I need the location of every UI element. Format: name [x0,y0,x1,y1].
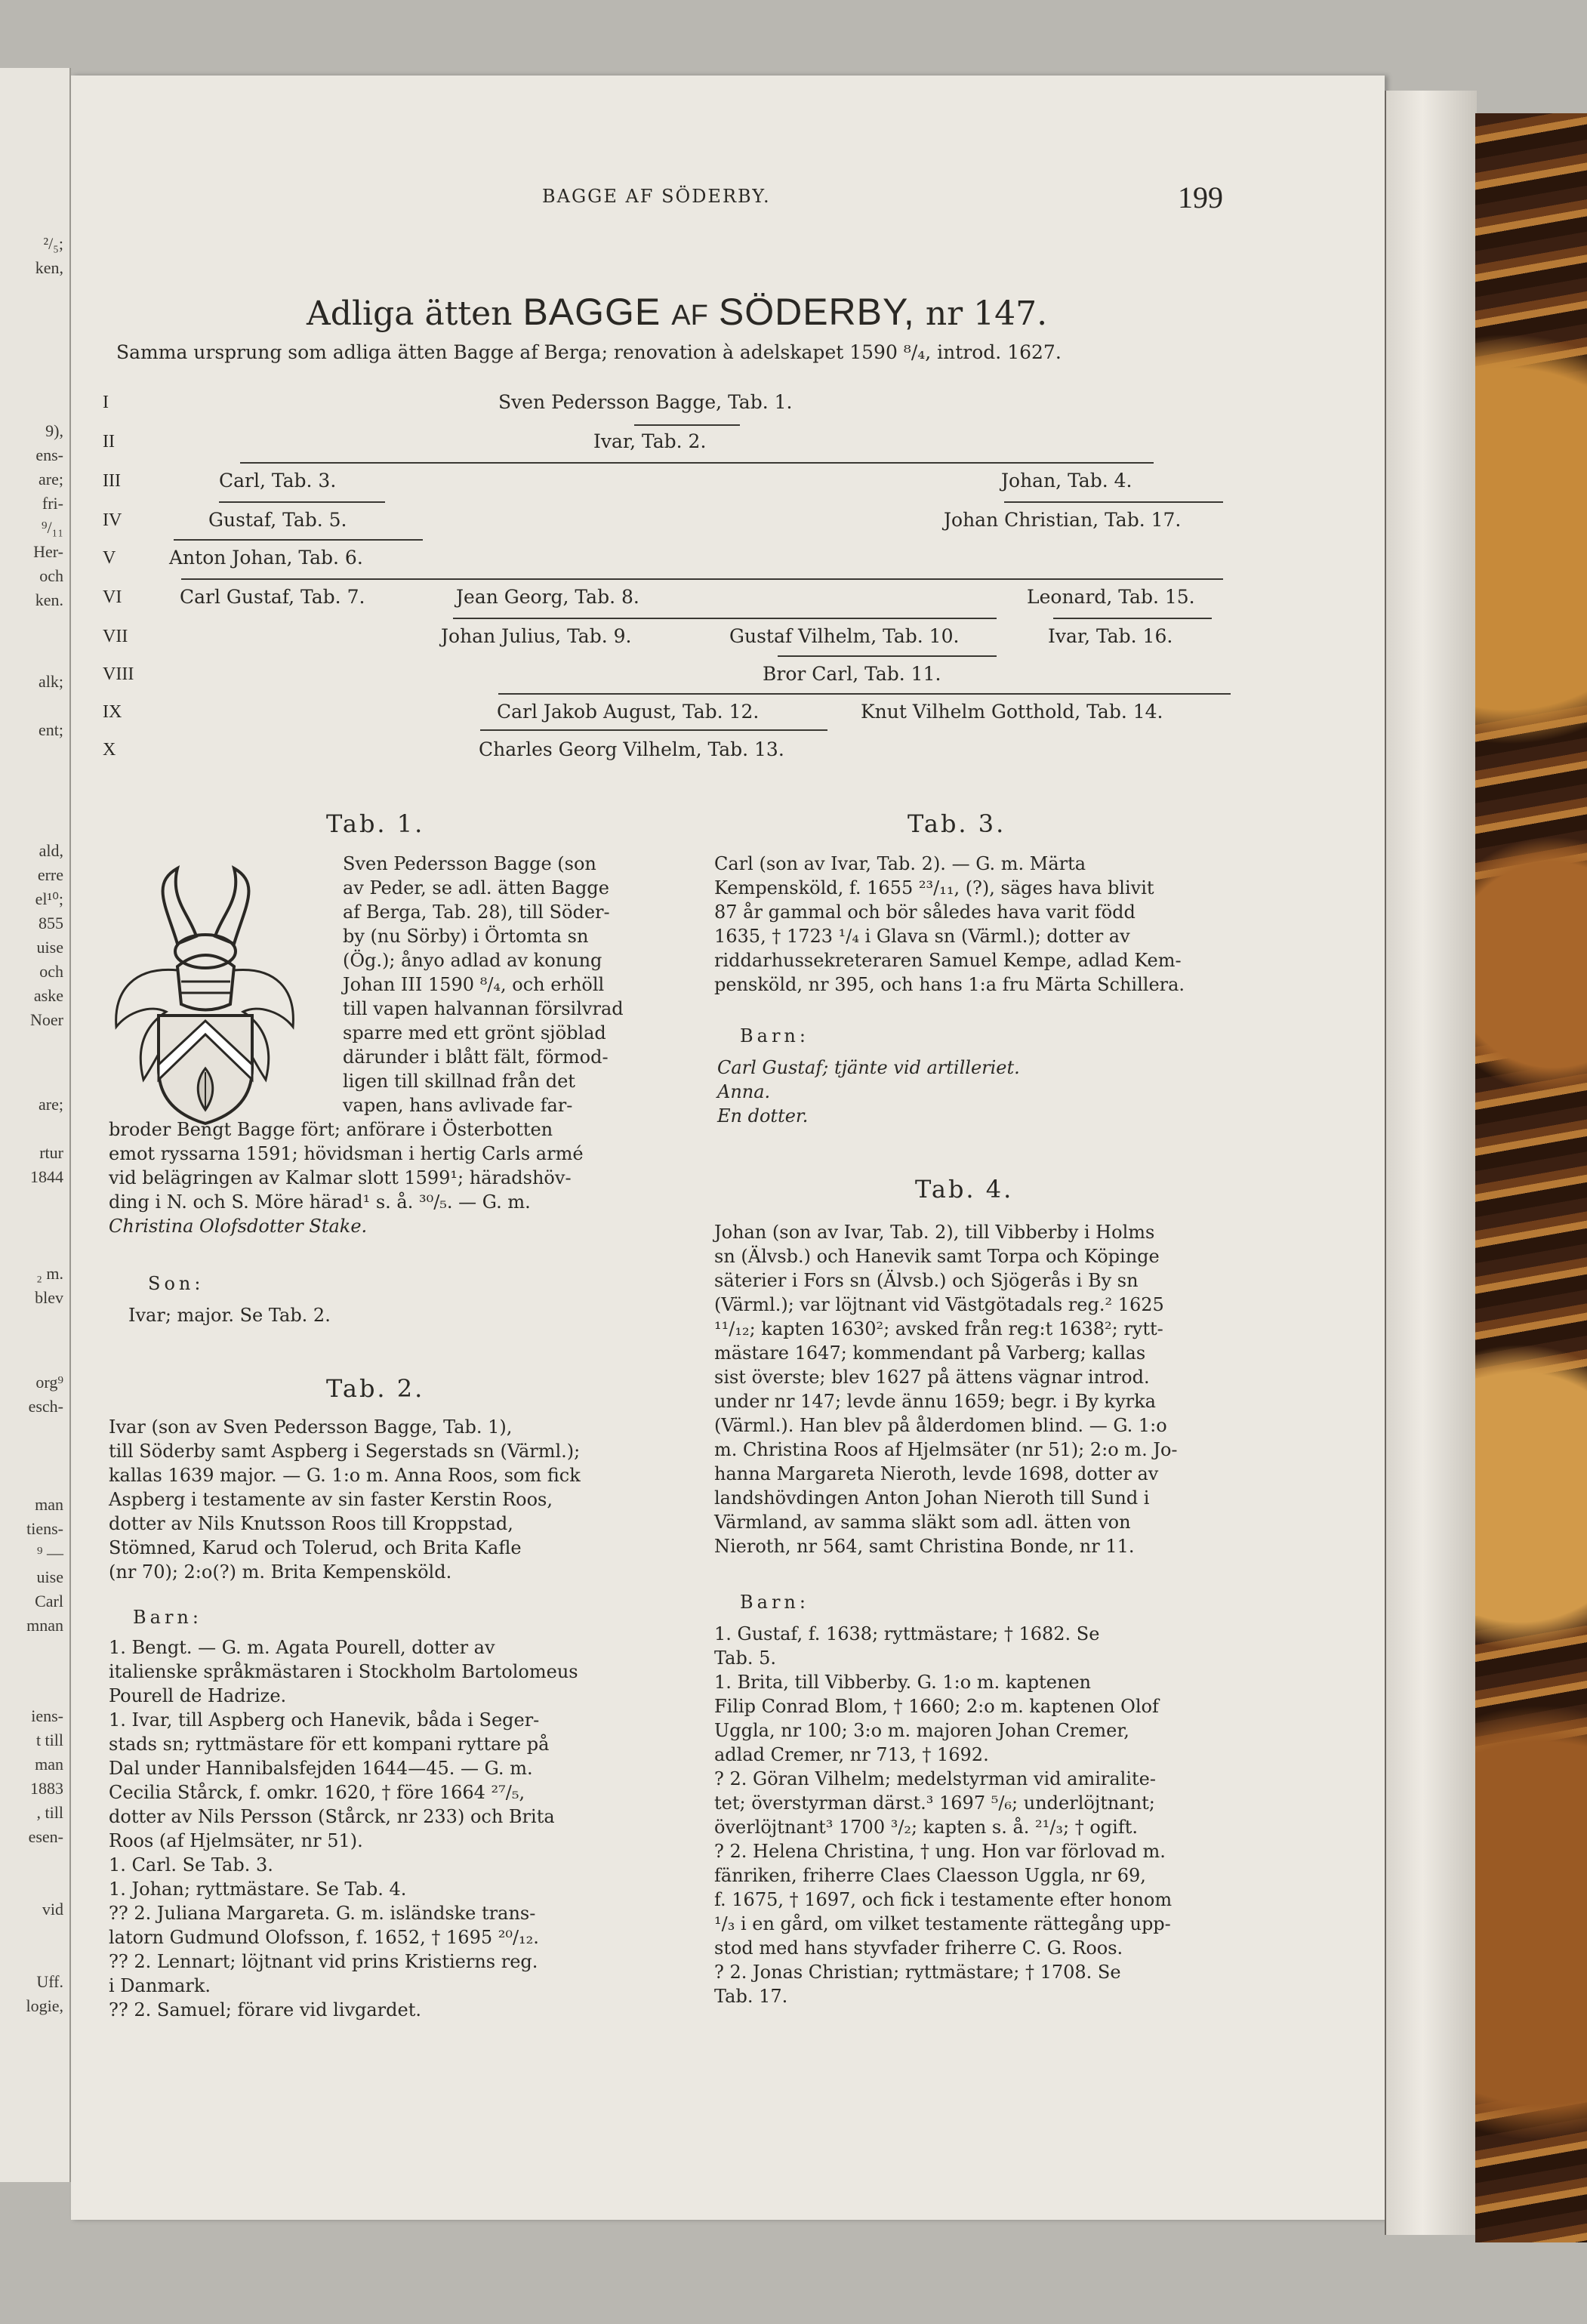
child-line: ¹/₃ i en gård, om vilket testamente rättegång upp- [714,1913,1171,1934]
margin-fragment: och [39,566,63,585]
tree-entry: Gustaf, Tab. 5. [208,509,347,531]
text-line: sist överste; blev 1627 på ättens vägnar introd. [714,1367,1150,1388]
child-line: ?? 2. Juliana Margareta. G. m. isländske trans- [109,1903,536,1924]
child-line: 1. Gustaf, f. 1638; ryttmästare; † 1682. Se [714,1623,1100,1644]
tree-connector [181,578,1223,580]
child-line: Tab. 17. [714,1986,788,2007]
children-heading: Son: [148,1273,205,1294]
generation-label: VI [103,587,122,607]
tree-entry: Sven Pedersson Bagge, Tab. 1. [498,391,793,413]
margin-fragment: uise [36,1567,63,1586]
child-line: ? 2. Helena Christina, † ung. Hon var förlovad m. [714,1841,1166,1862]
child-line: ? 2. Göran Vilhelm; medelstyrman vid amiralite- [714,1768,1156,1789]
margin-fragment: 855 [39,914,63,932]
text-line: broder Bengt Bagge fört; anförare i Österbotten [109,1119,553,1140]
text-line: mästare 1647; kommendant på Varberg; kallas [714,1342,1146,1364]
children-heading: Barn: [133,1607,202,1628]
child-entry: Ivar; major. Se Tab. 2. [128,1305,331,1326]
tab-heading: Tab. 1. [326,809,425,838]
child-line: 1. Ivar, till Aspberg och Hanevik, båda i Seger- [109,1709,540,1731]
child-line: Anna. [717,1081,771,1102]
child-line: 1. Bengt. — G. m. Agata Pourell, dotter av [109,1637,495,1658]
margin-fragment: ald, [39,841,63,860]
text-line: till Söderby samt Aspberg i Segerstads sn (Värml.); [109,1441,581,1462]
text-line: av Peder, se adl. ätten Bagge [343,877,609,898]
child-line: i Danmark. [109,1975,211,1996]
text-line: sn (Älvsb.) och Hanevik samt Torpa och Köpinge [714,1246,1160,1267]
margin-fragment: t till [35,1731,63,1749]
tree-entry: Ivar, Tab. 16. [1048,625,1173,647]
text-line: till vapen halvannan försilvrad [343,998,624,1019]
generation-label: V [103,548,116,568]
child-line: latorn Gudmund Olofsson, f. 1652, † 1695 ²⁰/₁₂. [109,1927,539,1948]
text-line: (Värml.). Han blev på ålderdomen blind. — G. 1:o [714,1415,1167,1436]
tree-entry: Charles Georg Vilhelm, Tab. 13. [479,738,784,760]
tree-connector [219,501,385,503]
child-line: f. 1675, † 1697, och fick i testamente efter honom [714,1889,1173,1910]
margin-fragment: ken, [35,258,63,277]
margin-fragment: Carl [35,1592,63,1610]
text-line: landshövdingen Anton Johan Nieroth till Sund i [714,1487,1150,1509]
margin-fragment: Uff. [36,1972,63,1991]
margin-fragment: man [35,1755,63,1774]
tree-connector [778,655,997,657]
child-line: Tab. 5. [714,1647,776,1669]
child-line: Roos (af Hjelmsäter, nr 51). [109,1830,363,1851]
text-line: (nr 70); 2:o(?) m. Brita Kempensköld. [109,1561,452,1583]
margin-fragment: are; [39,470,63,489]
tab2-children [109,1635,578,2022]
generation-label: III [103,471,121,491]
margin-fragment: alk; [39,672,63,691]
margin-fragment: mnan [26,1616,63,1635]
tree-connector [174,539,423,541]
tree-connector [634,424,740,426]
child-line: dotter av Nils Persson (Stårck, nr 233) och Brita [109,1806,555,1827]
margin-fragment: ²/₅; [43,234,63,253]
children-heading: Barn: [740,1592,809,1613]
tree-connector [240,462,1154,464]
subtitle: Samma ursprung som adliga ätten Bagge af Berga; renovation à adelskapet 1590 ⁸/₄, introd. 1627. [116,341,1062,363]
child-line: 1. Carl. Se Tab. 3. [109,1854,273,1876]
generation-label: IX [103,702,122,722]
margin-fragment: Her- [33,542,63,561]
tab-heading: Tab. 2. [326,1374,425,1403]
children-heading: Barn: [740,1025,809,1046]
generation-label: II [103,432,115,452]
child-line: ? 2. Jonas Christian; ryttmästare; † 1708. Se [714,1962,1121,1983]
margin-fragment: rtur [39,1143,63,1162]
tree-entry: Carl Gustaf, Tab. 7. [180,586,365,608]
tab1-text [343,852,624,1117]
text-line: Ivar (son av Sven Pedersson Bagge, Tab. 1), [109,1416,513,1438]
title-name: BAGGE [522,291,661,333]
title-number: nr 147. [925,294,1048,333]
generation-label: VII [103,627,128,646]
page-number: 199 [1178,180,1223,214]
title-af: AF [671,300,708,331]
child-line: ?? 2. Samuel; förare vid livgardet. [109,1999,421,2020]
child-line: ?? 2. Lennart; löjtnant vid prins Kristierns reg. [109,1951,538,1972]
text-line: af Berga, Tab. 28), till Söder- [343,902,610,923]
left-page-margin [0,68,71,2182]
margin-fragment: uise [36,938,63,957]
margin-fragment: 1844 [30,1167,63,1186]
tree-entry: Bror Carl, Tab. 11. [763,663,941,685]
tree-entry: Carl, Tab. 3. [219,470,337,492]
text-line: därunder i blått fält, förmod- [343,1046,609,1068]
tab3-children [717,1056,1020,1128]
margin-fragment: are; [39,1095,63,1114]
generation-label: VIII [103,664,134,684]
marbled-cover [1475,113,1587,2242]
child-line: Uggla, nr 100; 3:o m. majoren Johan Cremer, [714,1720,1129,1741]
tab4-text [714,1220,1178,1558]
tree-entry: Johan, Tab. 4. [1001,470,1132,492]
title-prefix: Adliga ätten [307,294,513,333]
tree-connector [1053,618,1212,619]
text-line: under nr 147; levde ännu 1659; begr. i By kyrka [714,1391,1156,1412]
margin-fragment: ken. [35,590,63,609]
text-line: pensköld, nr 395, och hans 1:a fru Märta Schillera. [714,974,1185,995]
text-line: ding i N. och S. Möre härad¹ s. å. ³⁰/₅. — G. m. [109,1191,531,1213]
text-line: emot ryssarna 1591; hövidsman i hertig Carls armé [109,1143,584,1164]
generation-label: I [103,393,109,412]
child-line: 1. Brita, till Vibberby. G. 1:o m. kaptenen [714,1672,1092,1693]
margin-fragment: el¹⁰; [35,889,63,908]
margin-fragment: ent; [39,720,63,739]
text-line: Christina Olofsdotter Stake. [109,1216,368,1237]
child-line: En dotter. [717,1105,809,1127]
margin-fragment: och [39,962,63,981]
tab2-text [109,1415,581,1584]
text-line: Kempensköld, f. 1655 ²³/₁₁, (?), säges hava blivit [714,877,1154,898]
text-line: säterier i Fors sn (Älvsb.) och Sjögerås i By sn [714,1270,1139,1291]
child-line: fänriken, friherre Claes Claesson Uggla, nr 69, [714,1865,1146,1886]
text-line: Aspberg i testamente av sin faster Kerstin Roos, [109,1489,553,1510]
child-line: Filip Conrad Blom, † 1660; 2:o m. kaptenen Olof [714,1696,1159,1717]
margin-fragment: vid [42,1900,63,1919]
margin-fragment: man [35,1495,63,1514]
text-line: (Ög.); ånyo adlad av konung [343,950,602,971]
tree-connector [1004,501,1223,503]
tree-connector [453,618,997,619]
margin-fragment: ⁹/₁₁ [41,518,63,537]
tree-entry: Anton Johan, Tab. 6. [169,547,363,569]
margin-fragment: aske [33,986,63,1005]
margin-fragment: Noer [30,1010,63,1029]
text-line: by (nu Sörby) i Örtomta sn [343,926,589,947]
tree-entry: Jean Georg, Tab. 8. [456,586,639,608]
margin-fragment: iens- [31,1706,63,1725]
running-head: BAGGE AF SÖDERBY. [542,186,771,207]
text-line: ligen till skillnad från det [343,1071,575,1092]
page-edges [1385,91,1477,2235]
margin-fragment: esen- [28,1827,63,1846]
text-line: Stömned, Karud och Tolerud, och Brita Kafle [109,1537,522,1558]
generation-label: IV [103,510,122,530]
margin-fragment: tiens- [26,1519,63,1538]
text-line: Värmland, av samma släkt som adl. ätten von [714,1512,1131,1533]
margin-fragment: , till [36,1803,63,1822]
child-line: Carl Gustaf; tjänte vid artilleriet. [717,1057,1020,1078]
margin-fragment: blev [35,1288,63,1307]
tab-heading: Tab. 4. [915,1175,1014,1204]
generation-label: X [103,740,116,760]
coat-of-arms-icon [106,853,304,1125]
text-line: Carl (son av Ivar, Tab. 2). — G. m. Märta [714,853,1086,874]
tree-connector [480,729,827,731]
text-line: hanna Margareta Nieroth, levde 1698, dotter av [714,1463,1159,1484]
title-place: SÖDERBY, [718,291,915,333]
tab4-children [714,1622,1172,2008]
margin-fragment: fri- [42,494,63,513]
margin-fragment: erre [37,865,63,884]
child-line: 1. Johan; ryttmästare. Se Tab. 4. [109,1879,407,1900]
margin-fragment: org⁹ [35,1373,63,1392]
margin-fragment: esch- [28,1397,63,1416]
tab1-text-continued [109,1117,584,1238]
child-line: adlad Cremer, nr 713, † 1692. [714,1744,989,1765]
text-line: sparre med ett grönt sjöblad [343,1022,606,1043]
text-line: vapen, hans avlivade far- [343,1095,573,1116]
margin-fragment: logie, [26,1996,63,2015]
child-line: italienske språkmästaren i Stockholm Bartolomeus [109,1661,578,1682]
margin-fragment: 9), [45,421,63,440]
tree-entry: Johan Christian, Tab. 17. [944,509,1182,531]
tree-entry: Ivar, Tab. 2. [593,430,707,452]
text-line: 87 år gammal och bör således hava varit född [714,902,1136,923]
text-line: Johan (son av Ivar, Tab. 2), till Vibberby i Holms [714,1222,1155,1243]
page-title [307,290,1047,334]
child-line: Cecilia Stårck, f. omkr. 1620, † före 1664 ²⁷/₅, [109,1782,525,1803]
tree-connector [498,693,1231,695]
child-line: överlöjtnant³ 1700 ³/₂; kapten s. å. ²¹/₃; † ogift. [714,1817,1138,1838]
margin-fragment: ⁹ — [36,1543,63,1562]
text-line: kallas 1639 major. — G. 1:o m. Anna Roos, som fick [109,1465,581,1486]
child-line: stod med hans styvfader friherre C. G. Roos. [714,1937,1123,1959]
margin-fragment: 1883 [30,1779,63,1798]
tab-heading: Tab. 3. [908,809,1006,838]
text-line: (Värml.); var löjtnant vid Västgötadals reg.² 1625 [714,1294,1164,1315]
text-line: Johan III 1590 ⁸/₄, och erhöll [343,974,605,995]
child-line: Dal under Hannibalsfejden 1644—45. — G. m. [109,1758,533,1779]
text-line: vid belägringen av Kalmar slott 1599¹; häradshöv- [109,1167,572,1188]
text-line: dotter av Nils Knutsson Roos till Kroppstad, [109,1513,513,1534]
text-line: riddarhussekreteraren Samuel Kempe, adlad Kem- [714,950,1182,971]
tree-entry: Knut Vilhelm Gotthold, Tab. 14. [861,701,1163,723]
text-line: 1635, † 1723 ¹/₄ i Glava sn (Värml.); dotter av [714,926,1130,947]
margin-fragment: ens- [35,445,63,464]
child-line: Pourell de Hadrize. [109,1685,287,1706]
tree-entry: Carl Jakob August, Tab. 12. [497,701,760,723]
child-line: stads sn; ryttmästare för ett kompani ryttare på [109,1734,550,1755]
text-line: Nieroth, nr 564, samt Christina Bonde, nr 11. [714,1536,1135,1557]
tree-entry: Gustaf Vilhelm, Tab. 10. [729,625,960,647]
margin-fragment: ₂ m. [36,1264,63,1283]
child-line: tet; överstyrman därst.³ 1697 ⁵/₆; underlöjtnant; [714,1792,1155,1814]
tree-entry: Leonard, Tab. 15. [1027,586,1195,608]
text-line: Sven Pedersson Bagge (son [343,853,596,874]
tab3-text [714,852,1185,997]
text-line: ¹¹/₁₂; kapten 1630²; avsked från reg:t 1638²; rytt- [714,1318,1163,1339]
tree-entry: Johan Julius, Tab. 9. [441,625,632,647]
text-line: m. Christina Roos af Hjelmsäter (nr 51); 2:o m. Jo- [714,1439,1178,1460]
